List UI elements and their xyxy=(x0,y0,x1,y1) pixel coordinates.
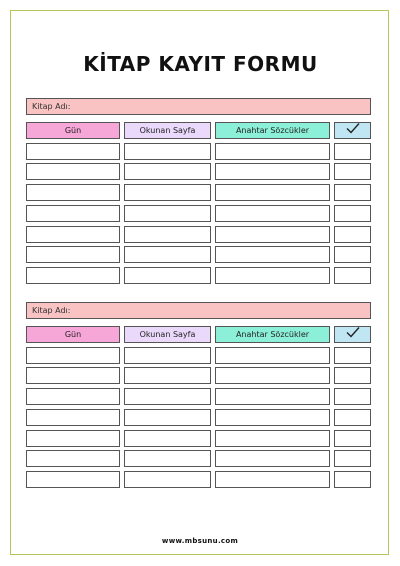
row-cell-day[interactable] xyxy=(26,388,120,405)
row-cell-keywords[interactable] xyxy=(215,226,330,243)
row-cell-pages[interactable] xyxy=(124,163,211,180)
row-cell-day[interactable] xyxy=(26,450,120,467)
row-cell-check[interactable] xyxy=(334,246,371,263)
row-cell-keywords[interactable] xyxy=(215,184,330,201)
header-keywords: Anahtar Sözcükler xyxy=(215,122,330,139)
row-cell-day[interactable] xyxy=(26,367,120,384)
row-cell-check[interactable] xyxy=(334,226,371,243)
row-cell-pages[interactable] xyxy=(124,226,211,243)
row-cell-pages[interactable] xyxy=(124,388,211,405)
page-title: KİTAP KAYIT FORMU xyxy=(83,52,318,76)
row-cell-day[interactable] xyxy=(26,471,120,488)
row-cell-keywords[interactable] xyxy=(215,143,330,160)
row-cell-keywords[interactable] xyxy=(215,163,330,180)
row-cell-check[interactable] xyxy=(334,184,371,201)
header-day: Gün xyxy=(26,122,120,139)
row-cell-check[interactable] xyxy=(334,143,371,160)
row-cell-check[interactable] xyxy=(334,267,371,284)
row-cell-day[interactable] xyxy=(26,143,120,160)
row-cell-pages[interactable] xyxy=(124,430,211,447)
row-cell-check[interactable] xyxy=(334,409,371,426)
row-cell-day[interactable] xyxy=(26,205,120,222)
row-cell-keywords[interactable] xyxy=(215,471,330,488)
row-cell-pages[interactable] xyxy=(124,471,211,488)
row-cell-check[interactable] xyxy=(334,205,371,222)
row-cell-pages[interactable] xyxy=(124,246,211,263)
checkmark-icon xyxy=(346,326,360,343)
row-cell-check[interactable] xyxy=(334,388,371,405)
row-cell-keywords[interactable] xyxy=(215,450,330,467)
row-cell-pages[interactable] xyxy=(124,367,211,384)
book-title-field[interactable]: Kitap Adı: xyxy=(26,98,371,115)
row-cell-keywords[interactable] xyxy=(215,246,330,263)
row-cell-check[interactable] xyxy=(334,347,371,364)
row-cell-check[interactable] xyxy=(334,367,371,384)
row-cell-day[interactable] xyxy=(26,267,120,284)
row-cell-check[interactable] xyxy=(334,163,371,180)
row-cell-pages[interactable] xyxy=(124,267,211,284)
row-cell-pages[interactable] xyxy=(124,409,211,426)
row-cell-keywords[interactable] xyxy=(215,388,330,405)
row-cell-keywords[interactable] xyxy=(215,367,330,384)
row-cell-day[interactable] xyxy=(26,409,120,426)
header-pages: Okunan Sayfa xyxy=(124,122,211,139)
row-cell-day[interactable] xyxy=(26,430,120,447)
row-cell-keywords[interactable] xyxy=(215,409,330,426)
row-cell-keywords[interactable] xyxy=(215,267,330,284)
header-check xyxy=(334,122,371,139)
row-cell-check[interactable] xyxy=(334,471,371,488)
row-cell-check[interactable] xyxy=(334,450,371,467)
row-cell-day[interactable] xyxy=(26,184,120,201)
row-cell-day[interactable] xyxy=(26,163,120,180)
row-cell-pages[interactable] xyxy=(124,143,211,160)
row-cell-day[interactable] xyxy=(26,226,120,243)
header-day: Gün xyxy=(26,326,120,343)
row-cell-keywords[interactable] xyxy=(215,205,330,222)
row-cell-day[interactable] xyxy=(26,347,120,364)
header-pages: Okunan Sayfa xyxy=(124,326,211,343)
row-cell-check[interactable] xyxy=(334,430,371,447)
row-cell-pages[interactable] xyxy=(124,205,211,222)
footer-website: www.mbsunu.com xyxy=(161,537,239,545)
book-title-field[interactable]: Kitap Adı: xyxy=(26,302,371,319)
row-cell-pages[interactable] xyxy=(124,450,211,467)
row-cell-day[interactable] xyxy=(26,246,120,263)
header-keywords: Anahtar Sözcükler xyxy=(215,326,330,343)
header-check xyxy=(334,326,371,343)
row-cell-pages[interactable] xyxy=(124,184,211,201)
checkmark-icon xyxy=(346,122,360,139)
row-cell-pages[interactable] xyxy=(124,347,211,364)
row-cell-keywords[interactable] xyxy=(215,347,330,364)
row-cell-keywords[interactable] xyxy=(215,430,330,447)
